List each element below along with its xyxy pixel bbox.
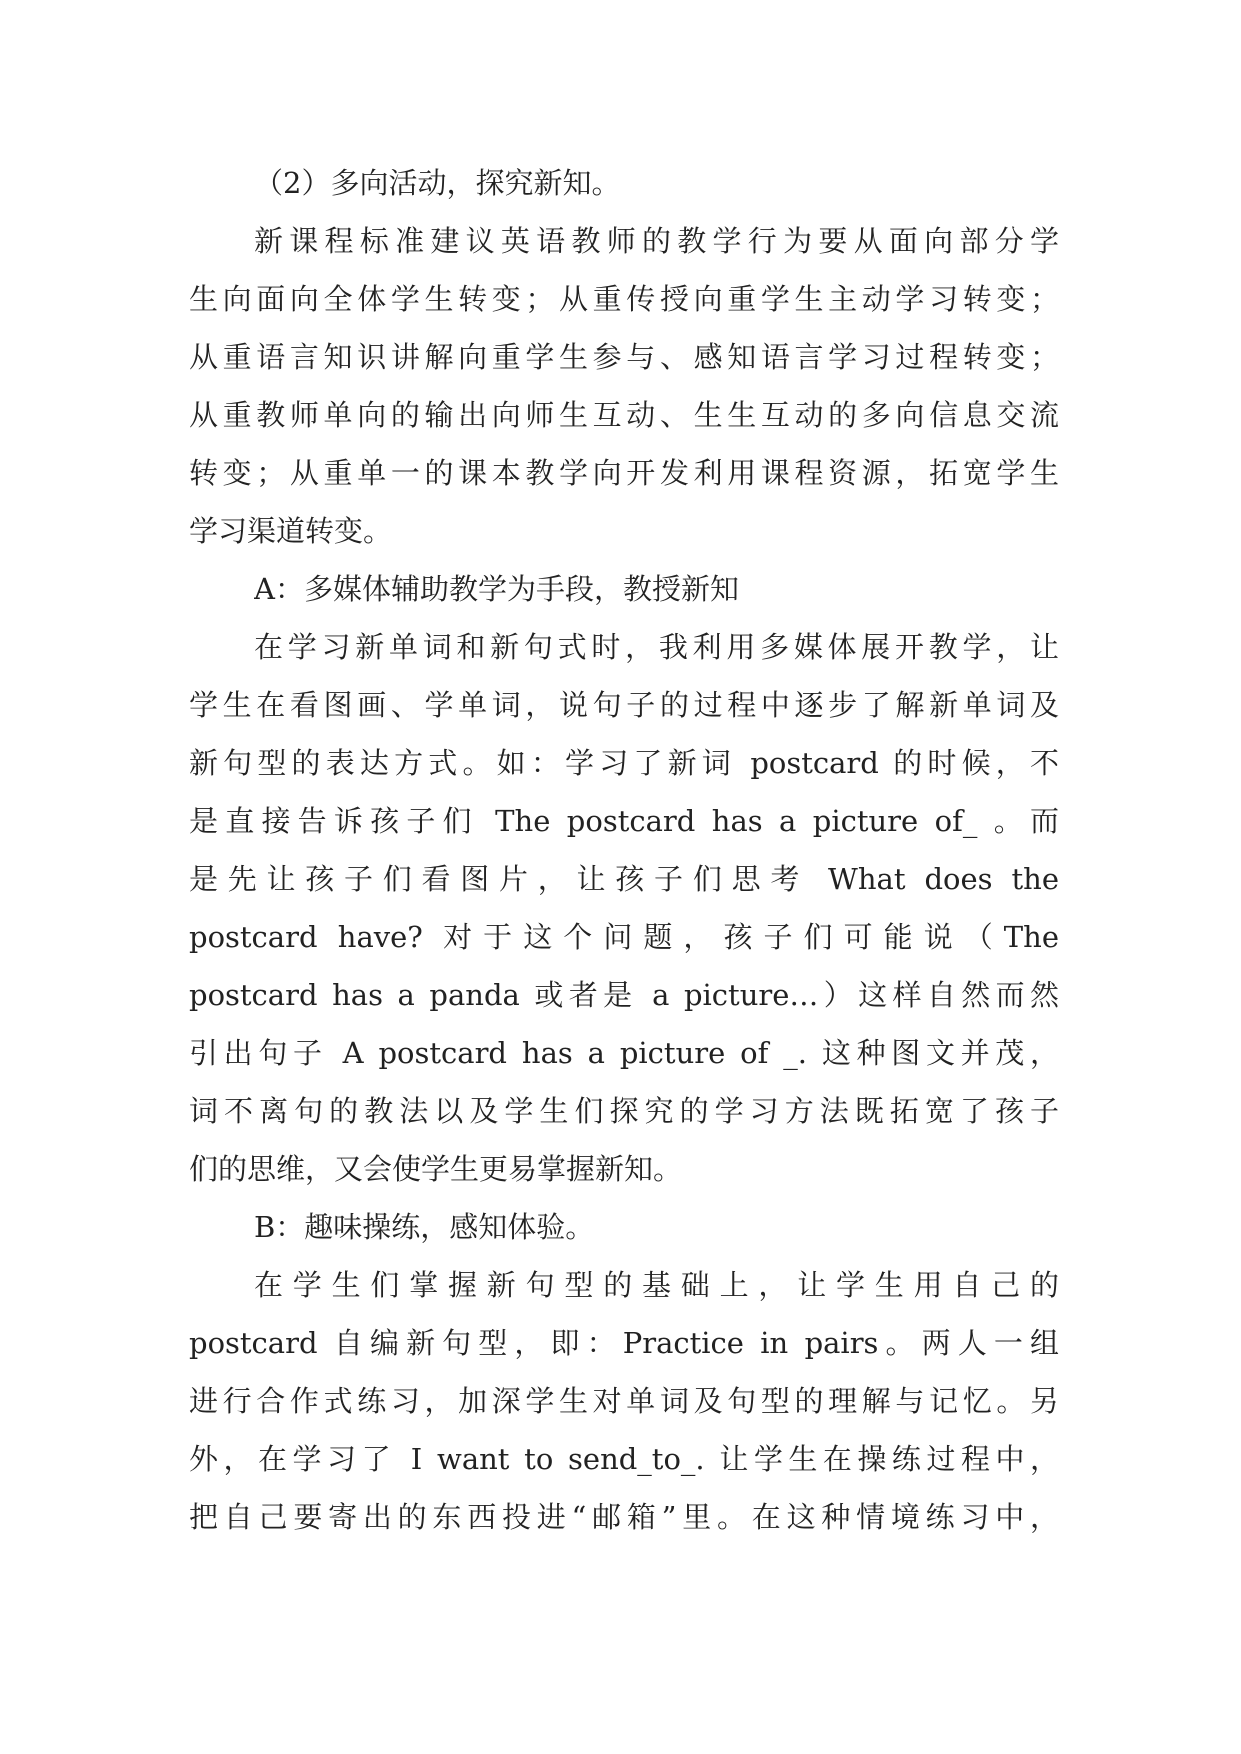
paragraph-line: 在学生们掌握新句型的基础上，让学生用自己的 [254,1268,1059,1302]
paragraph-line: 把自己要寄出的东西投进“邮箱”里。在这种情境练习中， [189,1500,1059,1534]
paragraph-line: 引出句子 A postcard has a picture of _. 这种图文并茂， [189,1036,1059,1070]
paragraph-line: 学习渠道转变。 [189,514,393,548]
paragraph-line: 词不离句的教法以及学生们探究的学习方法既拓宽了孩子 [189,1094,1059,1128]
paragraph-line: 外，在学习了 I want to send_to_. 让学生在操练过程中， [189,1442,1059,1476]
paragraph-line: 转变；从重单一的课本教学向开发利用课程资源，拓宽学生 [189,456,1059,490]
paragraph-line: postcard 自编新句型，即：Practice in pairs。两人一组 [189,1326,1059,1360]
paragraph-line: 学生在看图画、学单词，说句子的过程中逐步了解新单词及 [189,688,1059,722]
subheading-b: B：趣味操练，感知体验。 [254,1210,595,1244]
section-heading: （2）多向活动，探究新知。 [254,166,621,200]
paragraph-line: 从重教师单向的输出向师生互动、生生互动的多向信息交流 [189,398,1059,432]
paragraph-line: 们的思维，又会使学生更易掌握新知。 [189,1152,683,1186]
paragraph-line: 进行合作式练习，加深学生对单词及句型的理解与记忆。另 [189,1384,1059,1418]
paragraph-line: postcard have? 对于这个问题，孩子们可能说（The [189,920,1059,954]
paragraph-line: 新句型的表达方式。如：学习了新词 postcard 的时候，不 [189,746,1059,780]
paragraph-line: 是直接告诉孩子们 The postcard has a picture of_ 。而 [189,804,1059,838]
paragraph-line: postcard has a panda 或者是 a picture…）这样自然而然 [189,978,1059,1012]
paragraph-line: 生向面向全体学生转变；从重传授向重学生主动学习转变； [189,282,1059,316]
paragraph-line: 新课程标准建议英语教师的教学行为要从面向部分学 [254,224,1059,258]
paragraph-line: 在学习新单词和新句式时，我利用多媒体展开教学，让 [254,630,1059,664]
paragraph-line: 从重语言知识讲解向重学生参与、感知语言学习过程转变； [189,340,1059,374]
paragraph-line: 是先让孩子们看图片，让孩子们思考 What does the [189,862,1059,896]
subheading-a: A：多媒体辅助教学为手段，教授新知 [254,572,739,606]
